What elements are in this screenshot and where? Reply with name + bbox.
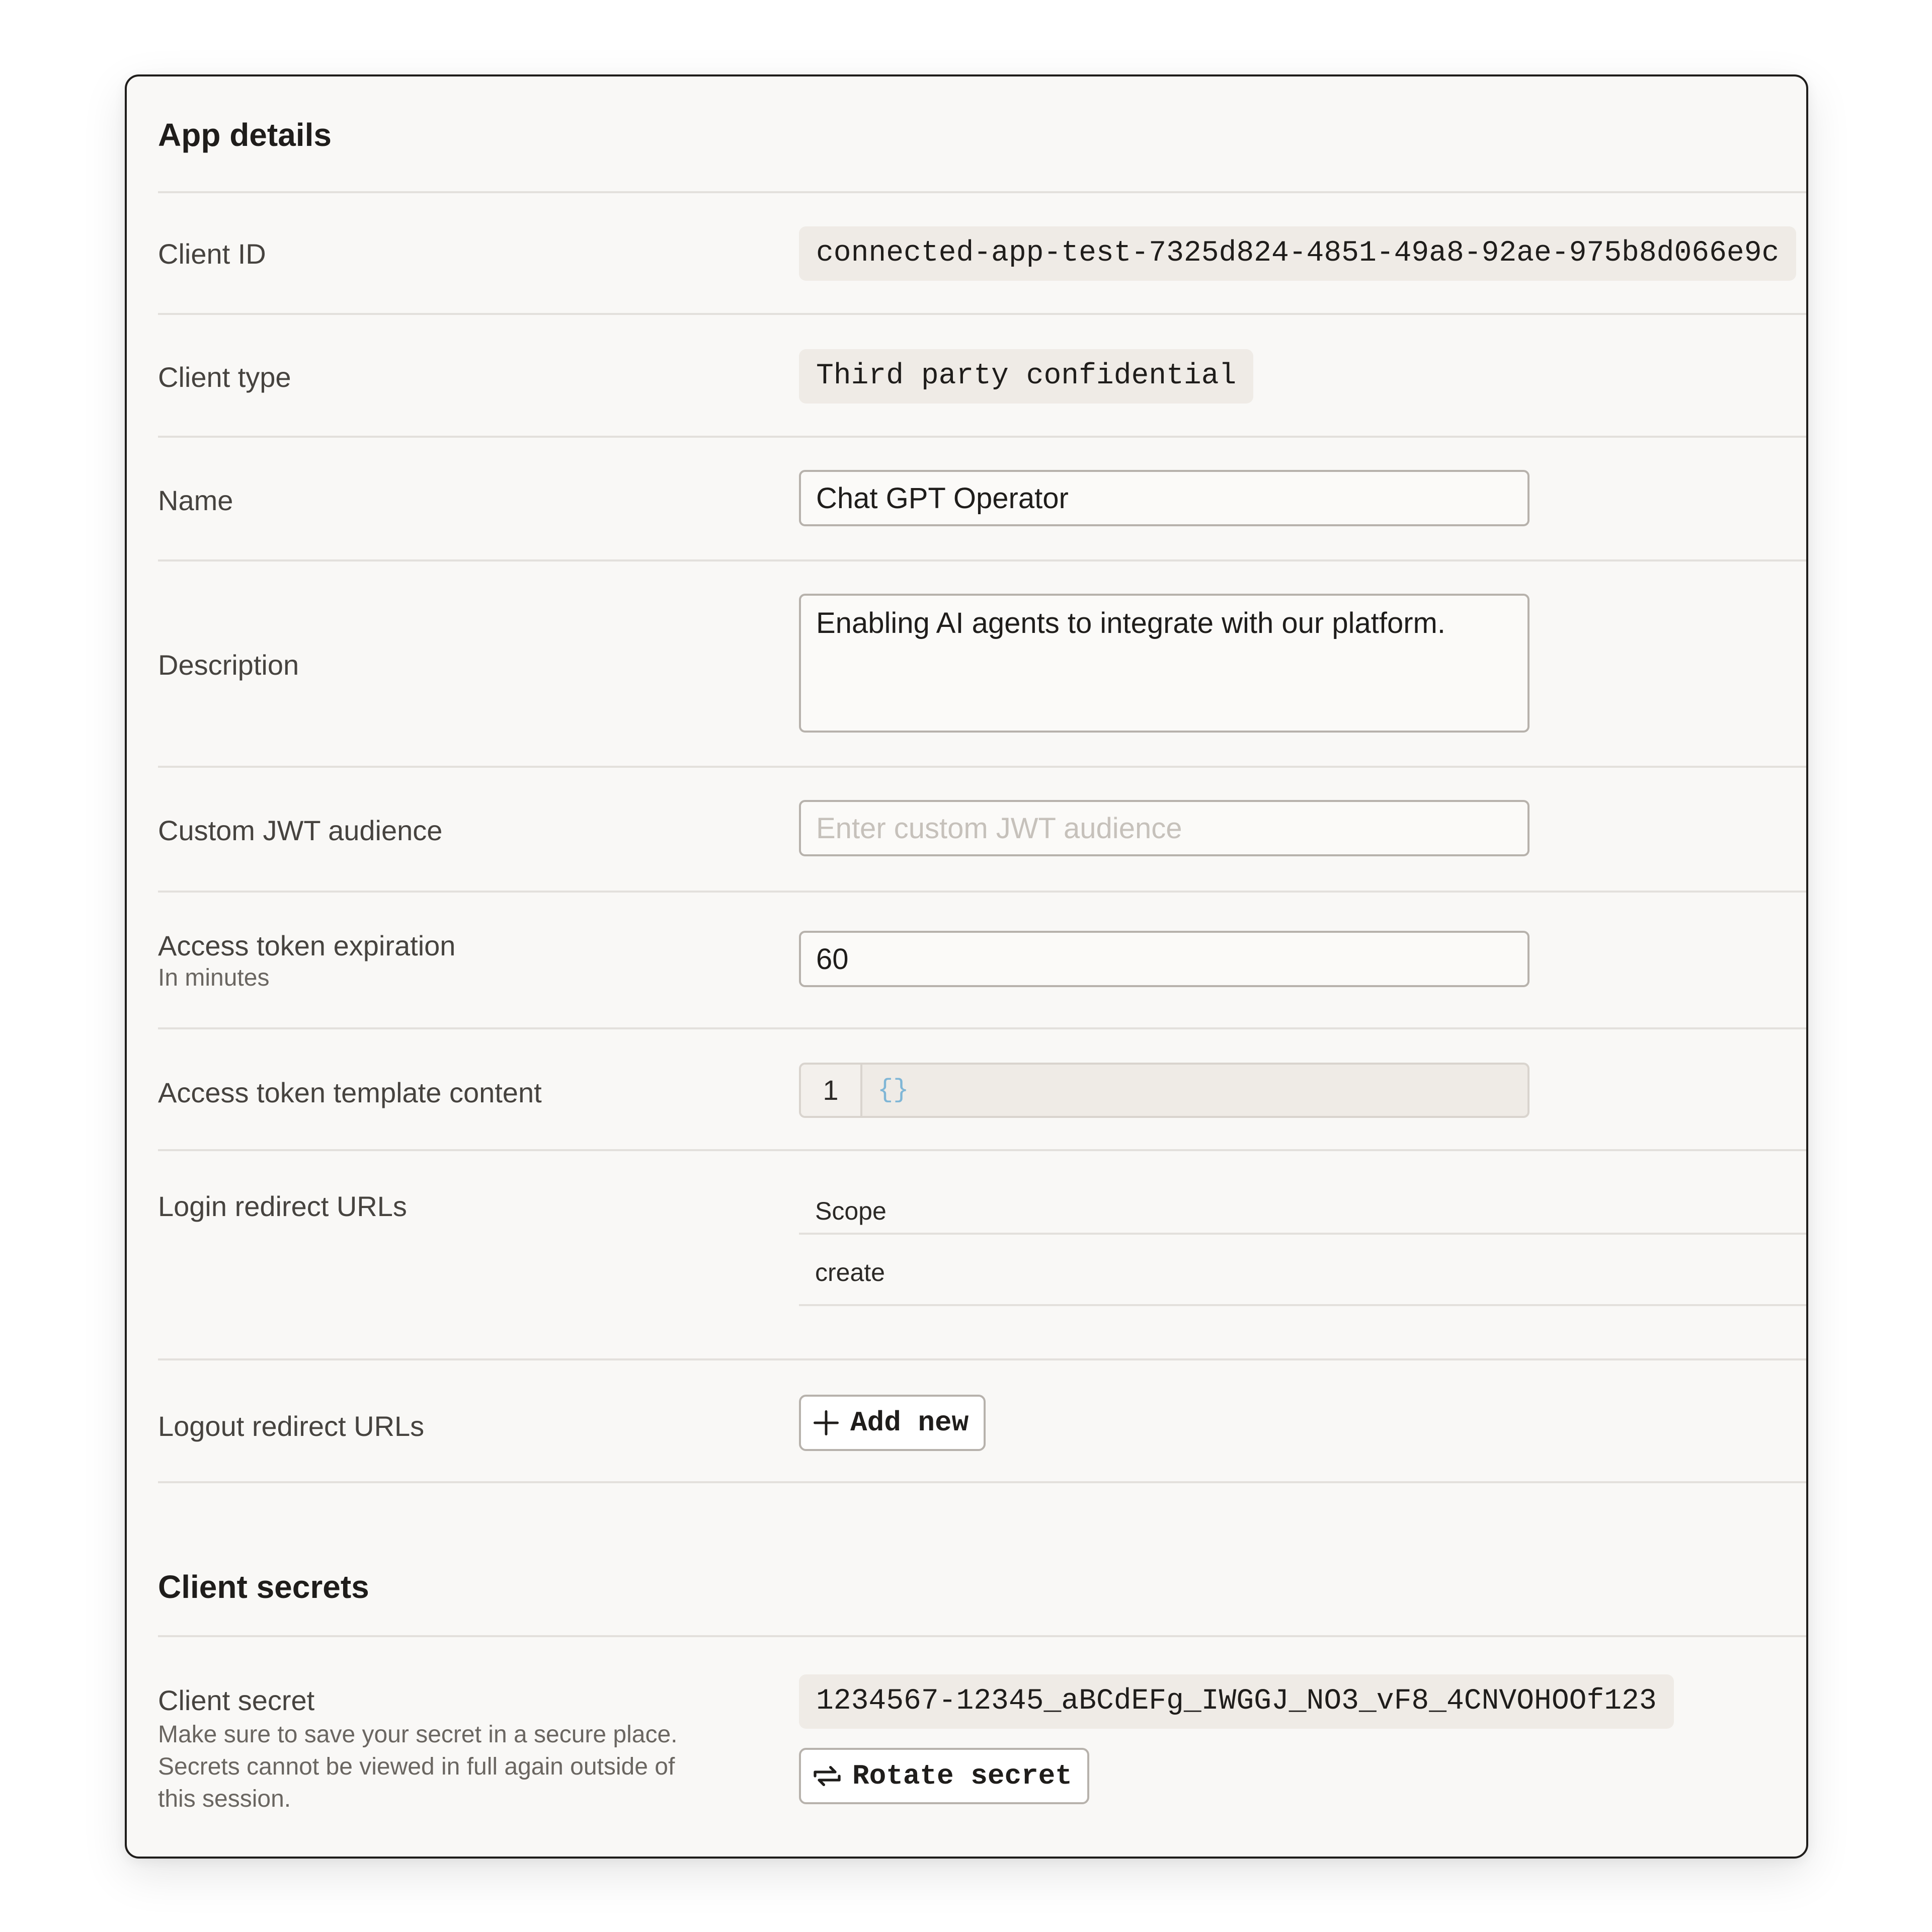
description-textarea[interactable] bbox=[799, 594, 1530, 733]
divider bbox=[158, 891, 1806, 893]
rotate-arrows-icon bbox=[811, 1760, 843, 1792]
access-token-template-label: Access token template content bbox=[158, 1077, 542, 1108]
divider bbox=[158, 559, 1806, 561]
divider bbox=[158, 1149, 1806, 1151]
template-code[interactable]: {} bbox=[877, 1075, 909, 1105]
access-token-expiration-label: Access token expiration bbox=[158, 930, 456, 961]
client-secret-help-1: Make sure to save your secret in a secure place. bbox=[158, 1721, 678, 1748]
rotate-secret-label: Rotate secret bbox=[852, 1760, 1072, 1792]
line-number: 1 bbox=[801, 1065, 862, 1116]
name-label: Name bbox=[158, 485, 233, 516]
scope-row-divider bbox=[799, 1304, 1806, 1306]
divider bbox=[158, 766, 1806, 768]
divider bbox=[158, 313, 1806, 315]
app-details-card bbox=[125, 74, 1808, 1859]
divider bbox=[158, 191, 1806, 193]
divider bbox=[158, 436, 1806, 438]
divider bbox=[158, 1358, 1806, 1360]
rotate-secret-button[interactable] bbox=[799, 1748, 1089, 1804]
client-type-label: Client type bbox=[158, 361, 291, 393]
divider bbox=[158, 1481, 1806, 1483]
scope-column-header: Scope bbox=[815, 1197, 887, 1225]
name-input[interactable] bbox=[799, 470, 1530, 526]
client-type-value: Third party confidential bbox=[799, 349, 1253, 404]
client-id-value: connected-app-test-7325d824-4851-49a8-92ae-975b8d066e9c bbox=[799, 226, 1796, 281]
client-secret-help-2: Secrets cannot be viewed in full again outside of bbox=[158, 1753, 675, 1780]
client-secret-value: 1234567-12345_aBCdEFg_IWGGJ_NO3_vF8_4CNVOHOOf123 bbox=[799, 1674, 1674, 1729]
access-token-expiration-input[interactable] bbox=[799, 931, 1530, 987]
access-token-template-editor[interactable] bbox=[799, 1063, 1530, 1118]
client-secret-label: Client secret bbox=[158, 1684, 315, 1716]
login-redirect-urls-label: Login redirect URLs bbox=[158, 1190, 407, 1222]
client-secret-help-3: this session. bbox=[158, 1786, 291, 1812]
scope-header-divider bbox=[799, 1233, 1806, 1235]
divider bbox=[158, 1635, 1806, 1637]
custom-jwt-audience-input[interactable] bbox=[799, 800, 1530, 856]
app-details-title: App details bbox=[158, 117, 332, 153]
client-id-label: Client ID bbox=[158, 238, 266, 270]
add-new-button[interactable] bbox=[799, 1395, 986, 1451]
logout-redirect-urls-label: Logout redirect URLs bbox=[158, 1410, 425, 1442]
access-token-expiration-sublabel: In minutes bbox=[158, 964, 270, 991]
plus-icon bbox=[811, 1408, 841, 1438]
scope-row-create: create bbox=[815, 1258, 885, 1286]
description-label: Description bbox=[158, 649, 299, 681]
custom-jwt-audience-label: Custom JWT audience bbox=[158, 815, 443, 846]
client-secrets-title: Client secrets bbox=[158, 1569, 369, 1605]
divider bbox=[158, 1027, 1806, 1029]
add-new-label: Add new bbox=[850, 1407, 969, 1439]
